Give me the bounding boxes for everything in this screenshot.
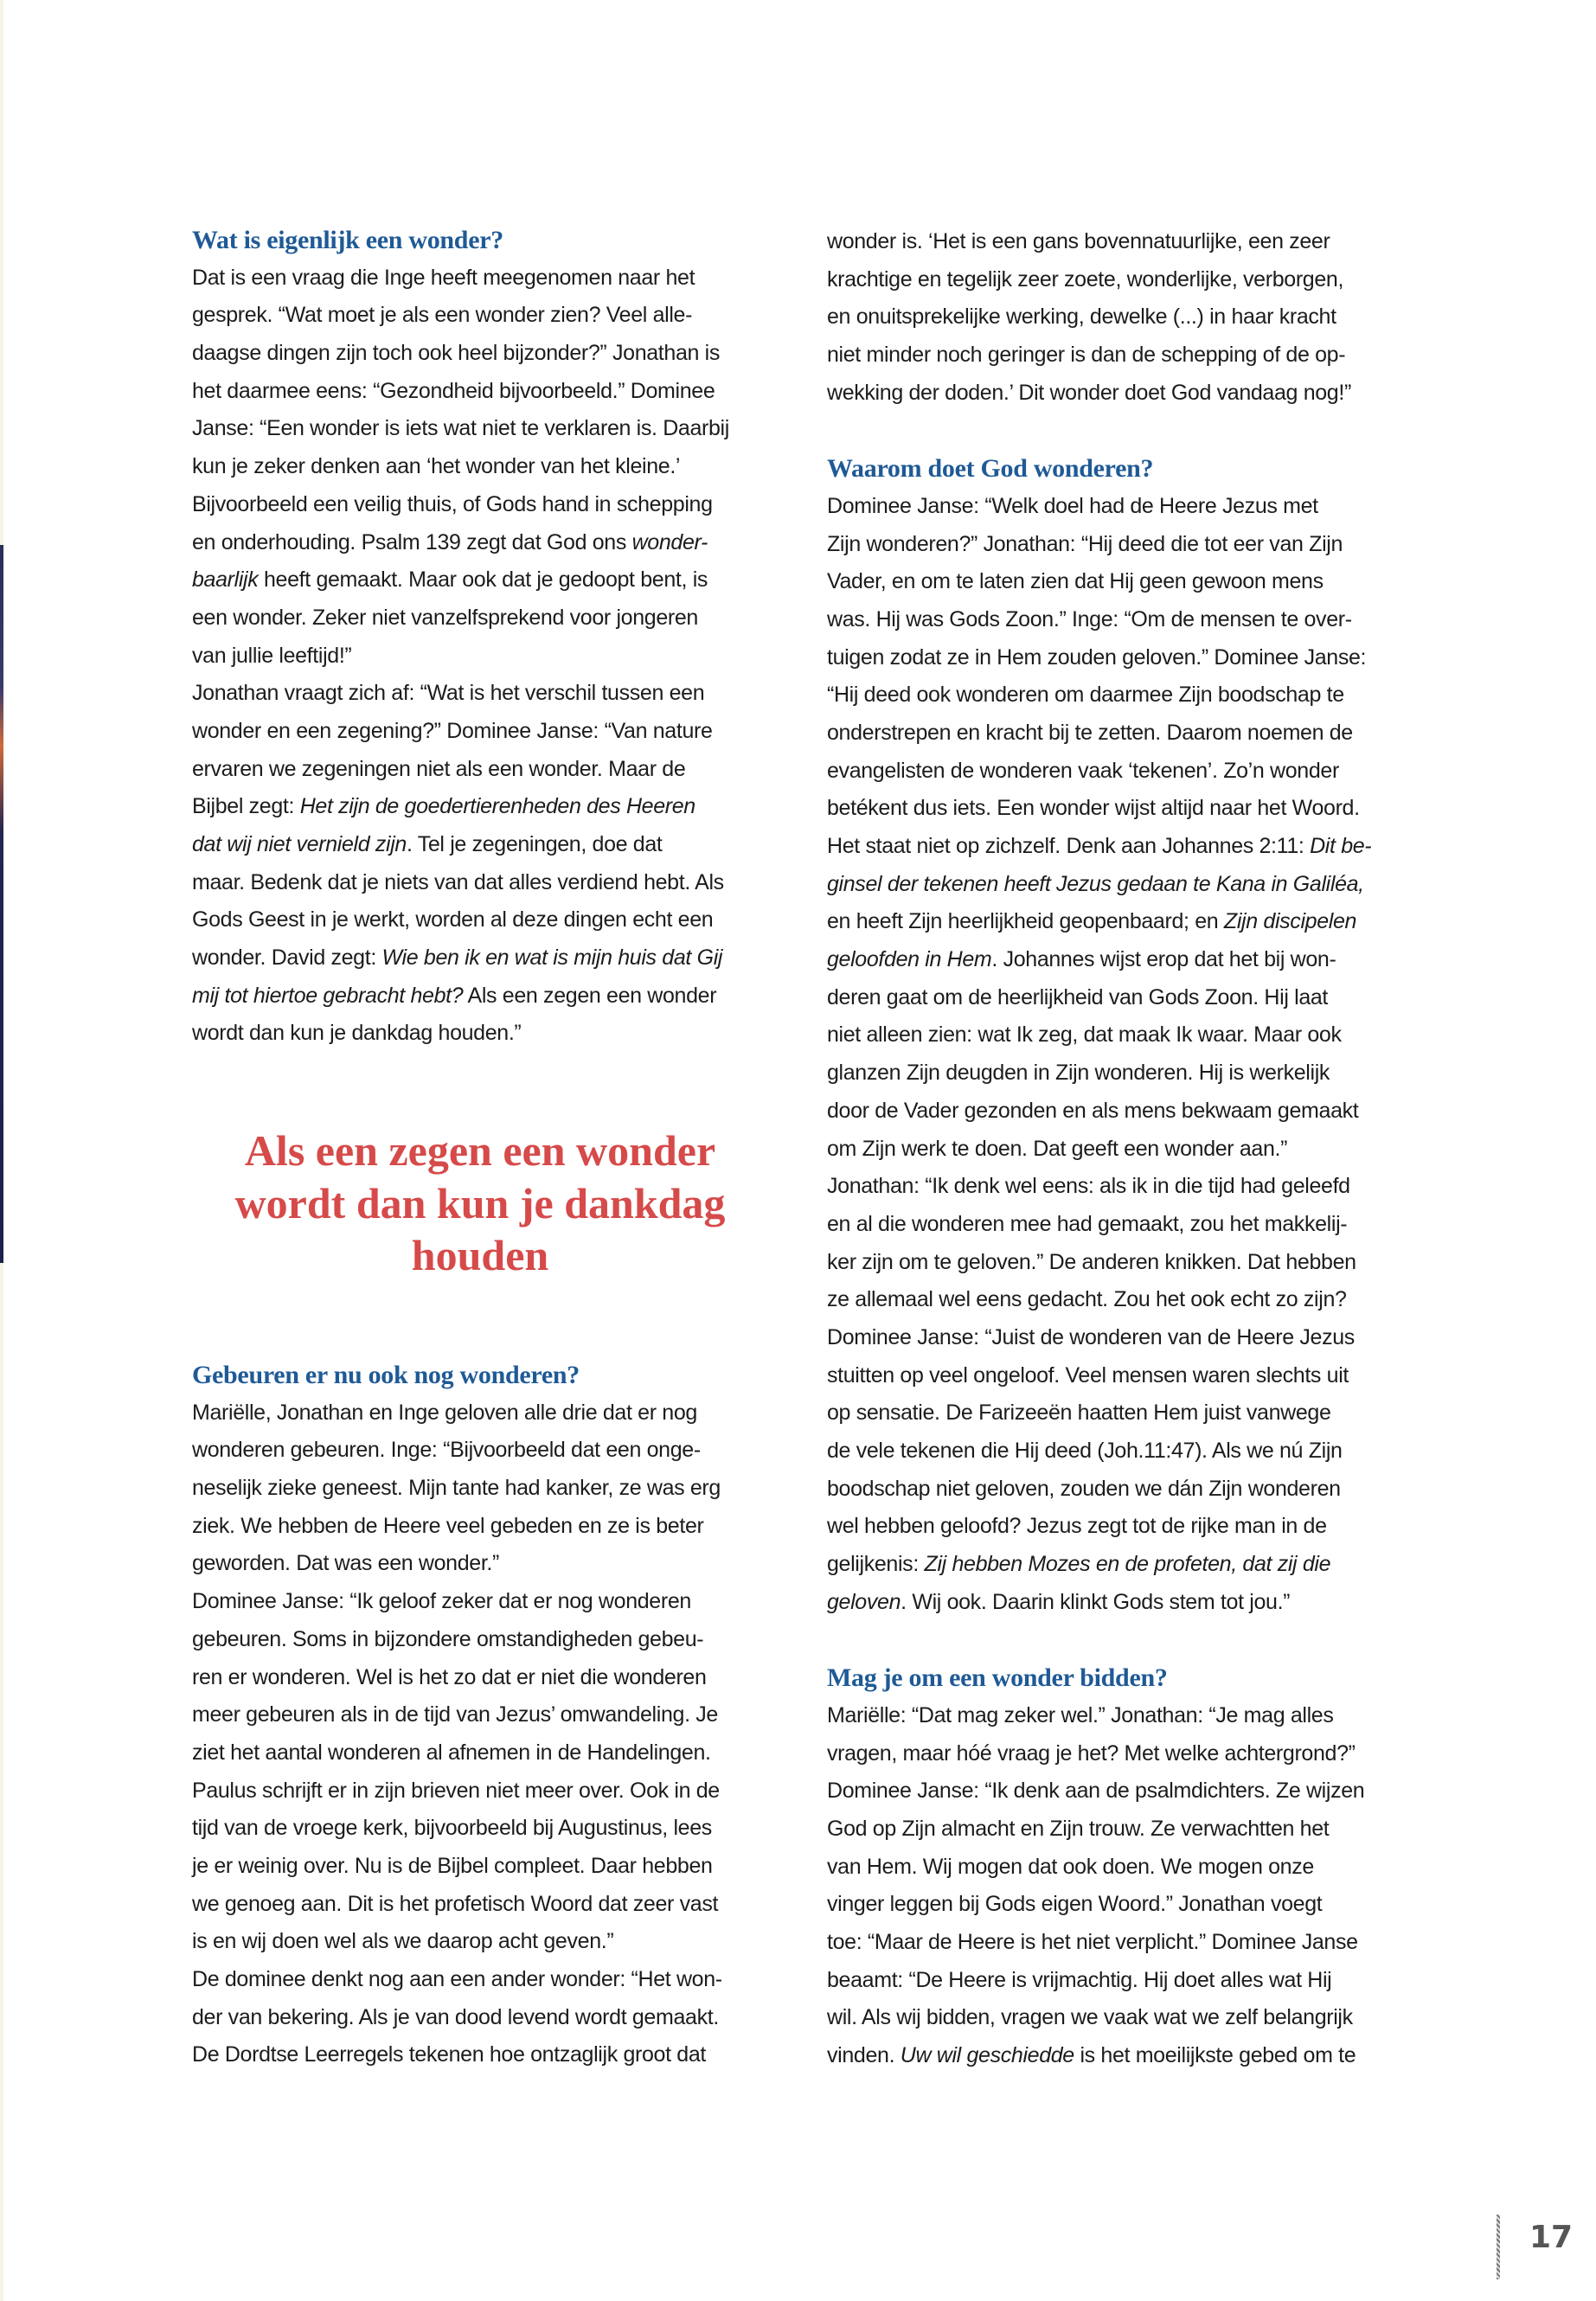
text-line: van jullie leeftijd!” [192, 643, 352, 668]
italic-quote: Zij hebben Mozes en de profeten, dat zij die [924, 1552, 1331, 1577]
body-text [192, 260, 780, 1053]
text-line: geworden. Dat was een wonder.” [192, 1551, 499, 1576]
text-line: Mariëlle, Jonathan en Inge geloven alle drie dat er nog [192, 1400, 697, 1425]
text-line: Mariëlle: “Dat mag zeker wel.” Jonathan: “Je mag alles [827, 1702, 1334, 1727]
text-line [827, 866, 1415, 904]
text-line: Dat is een vraag die Inge heeft meegenomen naar het [192, 265, 695, 290]
text-line: Vader, en om te laten zien dat Hij geen gewoon mens [827, 569, 1324, 594]
text-line: De Dordtse Leerregels tekenen hoe ontzaglijk groot dat [192, 2042, 706, 2067]
text-segment: Bijbel zegt: [192, 794, 300, 819]
text-line: meer gebeuren als in de tijd van Jezus’ omwandeling. Je [192, 1702, 718, 1727]
text-segment: vinden. [827, 2043, 901, 2067]
text-line [192, 561, 780, 599]
italic-quote: Wie ben ik en wat is mijn huis dat Gij [381, 945, 723, 971]
text-line: beaamt: “De Heere is vrijmachtig. Hij doet alles wat Hij [827, 1967, 1332, 1992]
text-line [827, 2037, 1415, 2075]
facing-page-bleed [0, 545, 3, 1263]
pull-quote-line: wordt dan kun je dankdag [234, 1178, 726, 1227]
body-text [827, 223, 1415, 412]
text-line: krachtige en tegelijk zeer zoete, wonderlijke, verborgen, [827, 266, 1344, 292]
left-column-section-2 [192, 1356, 780, 2074]
left-column-section-1 [192, 221, 780, 1053]
pull-quote [192, 1125, 768, 1282]
text-line: en al die wonderen mee had gemaakt, zou het makkelij- [827, 1211, 1348, 1236]
text-segment: . Tel je zegeningen, doe dat [406, 832, 663, 856]
pull-quote-line: houden [411, 1231, 549, 1279]
text-line [827, 903, 1415, 941]
text-line: wil. Als wij bidden, vragen we vaak wat we zelf belangrijk [827, 2005, 1353, 2030]
text-line: wonder is. ‘Het is een gans bovennatuurlijke, een zeer [827, 229, 1330, 253]
text-segment: . Wij ook. Daarin klinkt Gods stem tot jou.” [901, 1589, 1291, 1614]
text-line: kun je zeker denken aan ‘het wonder van het kleine.’ [192, 454, 681, 479]
text-line: Janse: “Een wonder is iets wat niet te verklaren is. Daarbij [192, 416, 729, 441]
text-line: Jonathan vraagt zich af: “Wat is het verschil tussen een [192, 681, 705, 706]
text-line: vragen, maar hóé vraag je het? Met welke achtergrond?” [827, 1740, 1356, 1766]
text-line: gesprek. “Wat moet je als een wonder zien? Veel alle- [192, 303, 693, 328]
text-line: ervaren we zegeningen niet als een wonder. Maar de [192, 756, 686, 781]
italic-quote: Het zijn de goedertierenheden des Heeren [299, 794, 695, 819]
text-line [192, 939, 780, 977]
text-line: niet minder noch geringer is dan de schepping of de op- [827, 343, 1346, 368]
text-segment: is het moeilijkste gebed om te [1074, 2043, 1356, 2067]
text-line: Paulus schrijft er in zijn brieven niet meer over. Ook in de [192, 1778, 720, 1803]
text-line [192, 524, 780, 562]
pull-quote-line: Als een zegen een wonder [244, 1126, 716, 1175]
section-heading: Waarom doet God wonderen? [827, 454, 1154, 484]
italic-quote: wonder- [631, 529, 708, 554]
text-line: Dominee Janse: “Ik geloof zeker dat er nog wonderen [192, 1589, 691, 1614]
text-line: de vele tekenen die Hij deed (Joh.11:47). Als we nú Zijn [827, 1439, 1343, 1463]
section-heading: Mag je om een wonder bidden? [827, 1663, 1168, 1693]
text-line: God op Zijn almacht en Zijn trouw. Ze verwachtten het [827, 1816, 1330, 1841]
text-line: door de Vader gezonden en als mens bekwaam gemaakt [827, 1098, 1359, 1123]
text-line: onderstrepen en kracht bij te zetten. Daarom noemen de [827, 720, 1353, 745]
text-line [827, 941, 1415, 979]
spacer [827, 1621, 1415, 1659]
text-line: van Hem. Wij mogen dat ook doen. We mogen onze [827, 1854, 1314, 1879]
text-segment: gelijkenis: [827, 1552, 925, 1577]
text-line: Dominee Janse: “Juist de wonderen van de Heere Jezus [827, 1324, 1355, 1349]
text-line: tuigen zodat ze in Hem zouden geloven.” Dominee Janse: [827, 644, 1367, 670]
text-line: De dominee denkt nog aan een ander wonder: “Het won- [192, 1967, 722, 1991]
page-number: 17 [1529, 2220, 1574, 2255]
text-line: was. Hij was Gods Zoon.” Inge: “Om de mensen te over- [827, 606, 1352, 631]
body-text [192, 1394, 780, 2074]
text-segment: en heeft Zijn heerlijkheid geopenbaard; en [827, 909, 1224, 934]
section-heading: Wat is eigenlijk een wonder? [192, 226, 503, 254]
italic-quote: mij tot hiertoe gebracht hebt? [192, 983, 464, 1008]
section-heading: Gebeuren er nu ook nog wonderen? [192, 1361, 580, 1389]
text-line: wel hebben geloofd? Jezus zegt tot de rijke man in de [827, 1514, 1327, 1539]
text-line: evangelisten de wonderen vaak ‘tekenen’. Zo’n wonder [827, 758, 1339, 783]
text-segment: Het staat niet op zichzelf. Denk aan Johannes 2:11: [827, 834, 1311, 858]
text-line: niet alleen zien: wat Ik zeg, dat maak Ik waar. Maar ook [827, 1022, 1342, 1048]
text-line: Jonathan: “Ik denk wel eens: als ik in die tijd had geleefd [827, 1174, 1350, 1199]
text-line: boodschap niet geloven, zouden we dán Zijn wonderen [827, 1476, 1341, 1501]
text-line: wonderen gebeuren. Inge: “Bijvoorbeeld dat een onge- [192, 1438, 701, 1463]
right-column [827, 223, 1415, 2075]
italic-quote: Dit be- [1310, 834, 1372, 858]
text-line: Dominee Janse: “Welk doel had de Heere Jezus met [827, 493, 1318, 518]
text-segment: heeft gemaakt. Maar ook dat je gedoopt bent, is [258, 567, 708, 593]
text-line: der van bekering. Als je van dood levend wordt gemaakt. [192, 2004, 719, 2029]
text-line: en onuitsprekelijke werking, dewelke (...) in haar kracht [827, 304, 1336, 330]
text-segment: Als een zegen een wonder [463, 983, 717, 1008]
text-line: om Zijn werk te doen. Dat geeft een wonder aan.” [827, 1136, 1288, 1161]
text-line: ziet het aantal wonderen al afnemen in de Handelingen. [192, 1740, 711, 1765]
italic-quote: geloven [827, 1589, 901, 1614]
text-line: we genoeg aan. Dit is het profetisch Woord dat zeer vast [192, 1891, 719, 1916]
text-line: tijd van de vroege kerk, bijvoorbeeld bij Augustinus, lees [192, 1816, 712, 1841]
text-line [192, 826, 780, 864]
text-segment: . Johannes wijst erop dat het bij won- [991, 947, 1336, 972]
text-line: op sensatie. De Farizeeën haatten Hem juist vanwege [827, 1400, 1331, 1426]
italic-quote: geloofden in Hem [827, 947, 992, 972]
text-line: wordt dan kun je dankdag houden.” [192, 1021, 522, 1046]
text-line: glanzen Zijn deugden in Zijn wonderen. Hij is werkelijk [827, 1061, 1330, 1086]
text-line [827, 828, 1415, 866]
text-line: je er weinig over. Nu is de Bijbel compleet. Daar hebben [192, 1853, 713, 1878]
text-line: neselijk zieke geneest. Mijn tante had kanker, ze was erg [192, 1476, 721, 1501]
text-line: deren gaat om de heerlijkheid van Gods Zoon. Hij laat [827, 984, 1329, 1009]
text-line: ker zijn om te geloven.” De anderen knikken. Dat hebben [827, 1249, 1356, 1274]
text-line: betékent dus iets. Een wonder wijst altijd naar het Woord. [827, 796, 1360, 821]
text-line: een wonder. Zeker niet vanzelfsprekend voor jongeren [192, 605, 698, 630]
text-line: ren er wonderen. Wel is het zo dat er niet die wonderen [192, 1664, 707, 1689]
text-line: is en wij doen wel als we daarop acht geven.” [192, 1929, 614, 1954]
text-line: vinger leggen bij Gods eigen Woord.” Jonathan voegt [827, 1892, 1323, 1917]
text-line: Gods Geest in je werkt, worden al deze dingen echt een [192, 907, 714, 933]
text-line: het daarmee eens: “Gezondheid bijvoorbeeld.” Dominee [192, 378, 715, 403]
body-text [827, 488, 1415, 1622]
text-line: Bijvoorbeeld een veilig thuis, of Gods hand in schepping [192, 491, 713, 516]
italic-quote: ginsel der tekenen heeft Jezus gedaan te Kana in Galiléa, [827, 871, 1364, 896]
text-line: gebeuren. Soms in bijzondere omstandigheden gebeu- [192, 1626, 704, 1651]
text-line [827, 1584, 1415, 1622]
text-line: ziek. We hebben de Heere veel gebeden en ze is beter [192, 1513, 704, 1538]
text-line: wekking der doden.’ Dit wonder doet God vandaag nog!” [827, 380, 1351, 405]
spacer [827, 412, 1415, 450]
text-segment: en onderhouding. Psalm 139 zegt dat God ons [192, 529, 632, 554]
text-line: ze allemaal wel eens gedacht. Zou het ook echt zo zijn? [827, 1287, 1347, 1312]
text-line: toe: “Maar de Heere is het niet verplicht.” Dominee Janse [827, 1929, 1358, 1954]
body-text [827, 1697, 1415, 2075]
text-line: Dominee Janse: “Ik denk aan de psalmdichters. Ze wijzen [827, 1779, 1365, 1804]
text-line: Zijn wonderen?” Jonathan: “Hij deed die tot eer van Zijn [827, 531, 1343, 556]
italic-quote: Zijn discipelen [1223, 909, 1357, 934]
italic-quote: Uw wil geschiedde [900, 2043, 1074, 2067]
text-line [192, 788, 780, 826]
text-segment: wonder. David zegt: [192, 945, 382, 971]
text-line: “Hij deed ook wonderen om daarmee Zijn boodschap te [827, 683, 1344, 708]
italic-quote: baarlijk [192, 567, 259, 593]
text-line: maar. Bedenk dat je niets van dat alles verdiend hebt. Als [192, 869, 724, 894]
text-line: stuitten op veel ongeloof. Veel mensen waren slechts uit [827, 1362, 1349, 1388]
text-line: wonder en een zegening?” Dominee Janse: “Van nature [192, 718, 713, 743]
italic-quote: dat wij niet vernield zijn [192, 832, 407, 856]
text-line: daagse dingen zijn toch ook heel bijzonder?” Jonathan is [192, 341, 721, 366]
page-number-rule [1497, 2214, 1500, 2279]
text-line [827, 1546, 1415, 1584]
text-line [192, 977, 780, 1016]
